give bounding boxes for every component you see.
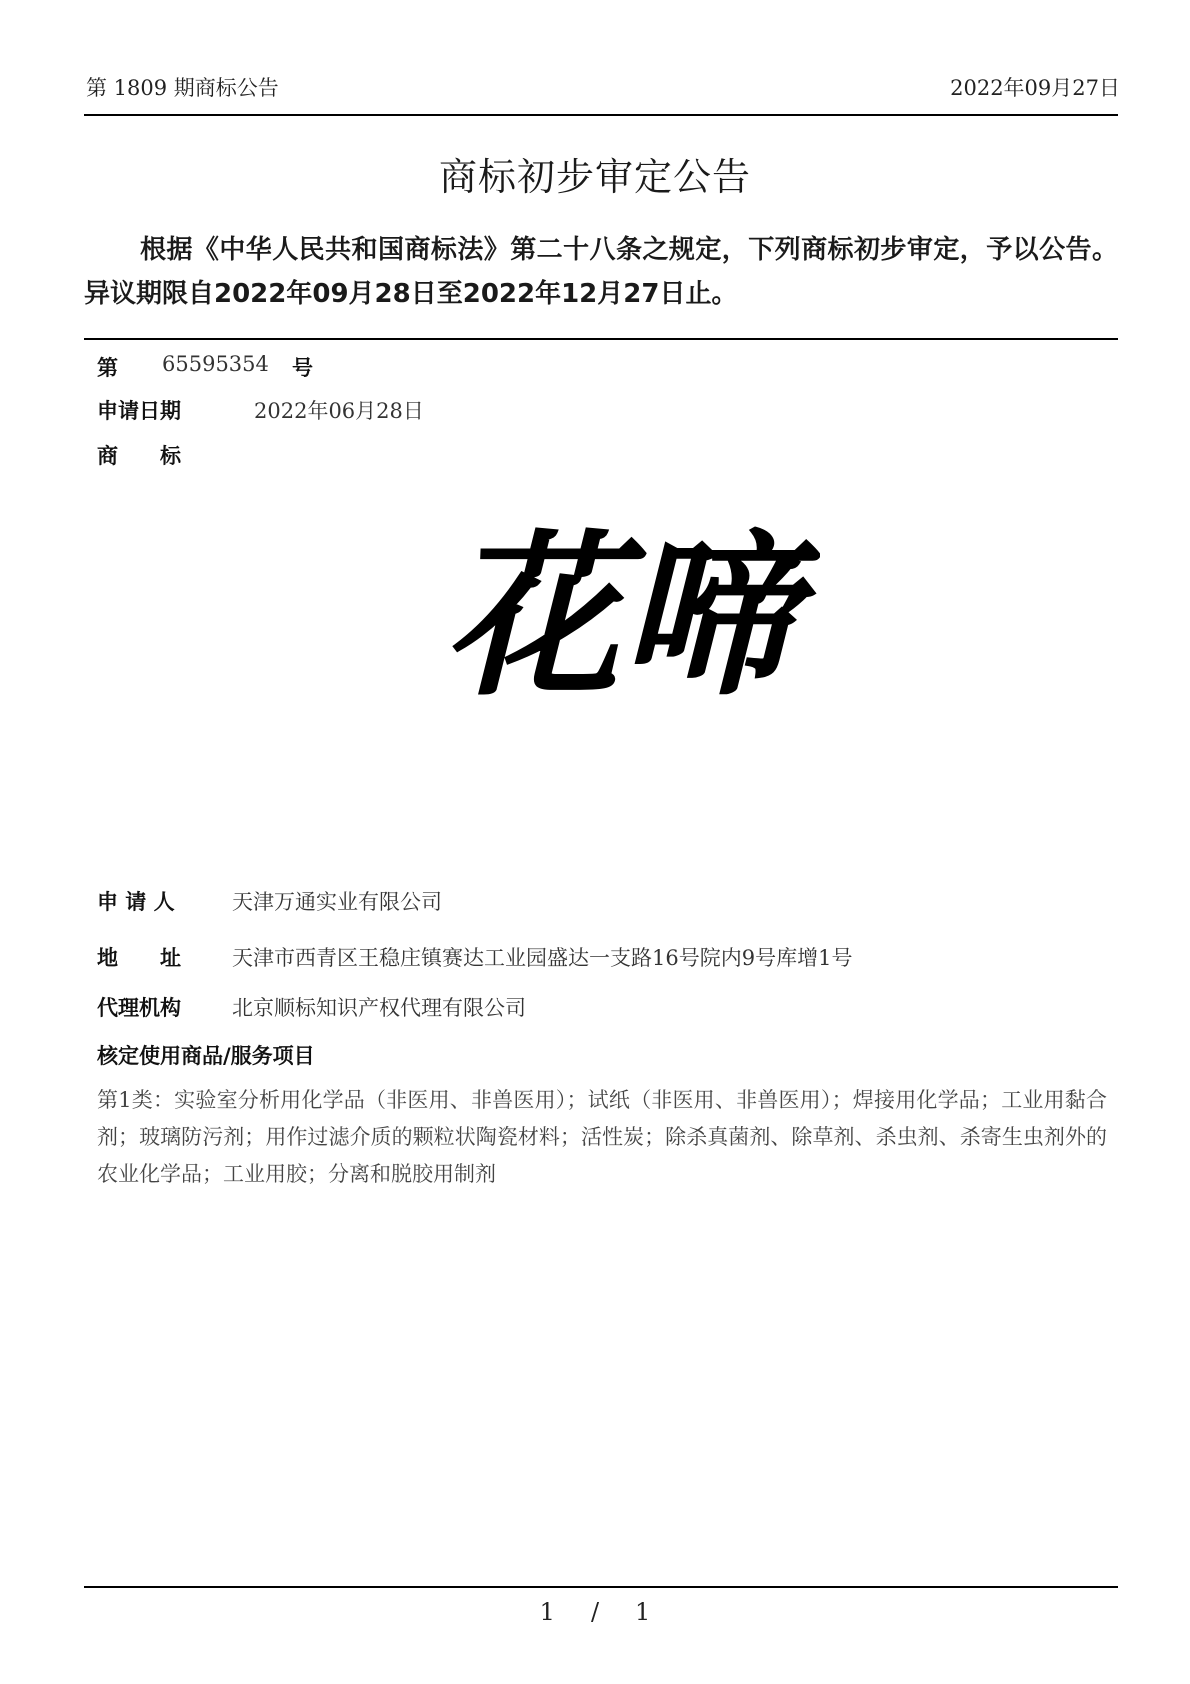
- goods-label: 核定使用商品/服务项目: [97, 1044, 315, 1068]
- address-label: 地 址: [97, 946, 181, 970]
- reg-number: 65595354: [162, 352, 269, 376]
- issue-number: 第 1809 期商标公告: [86, 76, 279, 100]
- header-divider: [84, 114, 1118, 116]
- issue-date: 2022年09月27日: [950, 76, 1120, 100]
- current-page: 1: [539, 1598, 555, 1626]
- applicant-label: 申 请 人: [97, 890, 175, 914]
- section-divider: [84, 338, 1118, 340]
- trademark-image: [420, 500, 820, 720]
- reg-number-prefix: 第: [97, 356, 118, 380]
- agent: 北京顺标知识产权代理有限公司: [232, 996, 526, 1020]
- intro-paragraph: 根据《中华人民共和国商标法》第二十八条之规定，下列商标初步审定，予以公告。异议期限自2022年09月28日至2022年12月27日止。: [84, 235, 1118, 309]
- page-separator: /: [590, 1598, 600, 1626]
- total-pages: 1: [635, 1598, 651, 1626]
- filing-date: 2022年06月28日: [254, 399, 424, 423]
- footer-divider: [84, 1586, 1118, 1588]
- agent-label: 代理机构: [97, 996, 181, 1020]
- reg-number-suffix: 号: [292, 356, 313, 380]
- filing-date-label: 申请日期: [97, 399, 181, 423]
- applicant: 天津万通实业有限公司: [232, 890, 442, 914]
- mark-label: 商 标: [97, 444, 181, 468]
- goods-list: 第1类：实验室分析用化学品（非医用、非兽医用）；试纸（非医用、非兽医用）；焊接用化学品；工业用黏合剂；玻璃防污剂；用作过滤介质的颗粒状陶瓷材料；活性炭；除杀真菌剂、除草剂、杀虫剂、杀寄生虫剂外的农业化学品；工业用胶；分离和脱胶用制剂: [97, 1088, 1107, 1186]
- page-title: 商标初步审定公告: [438, 155, 751, 199]
- trademark-text: 花啼: [443, 513, 797, 720]
- address: 天津市西青区王稳庄镇赛达工业园盛达一支路16号院内9号库增1号: [232, 946, 853, 970]
- trademark-calligraphy: [420, 500, 820, 720]
- page-indicator: [0, 1598, 1190, 1626]
